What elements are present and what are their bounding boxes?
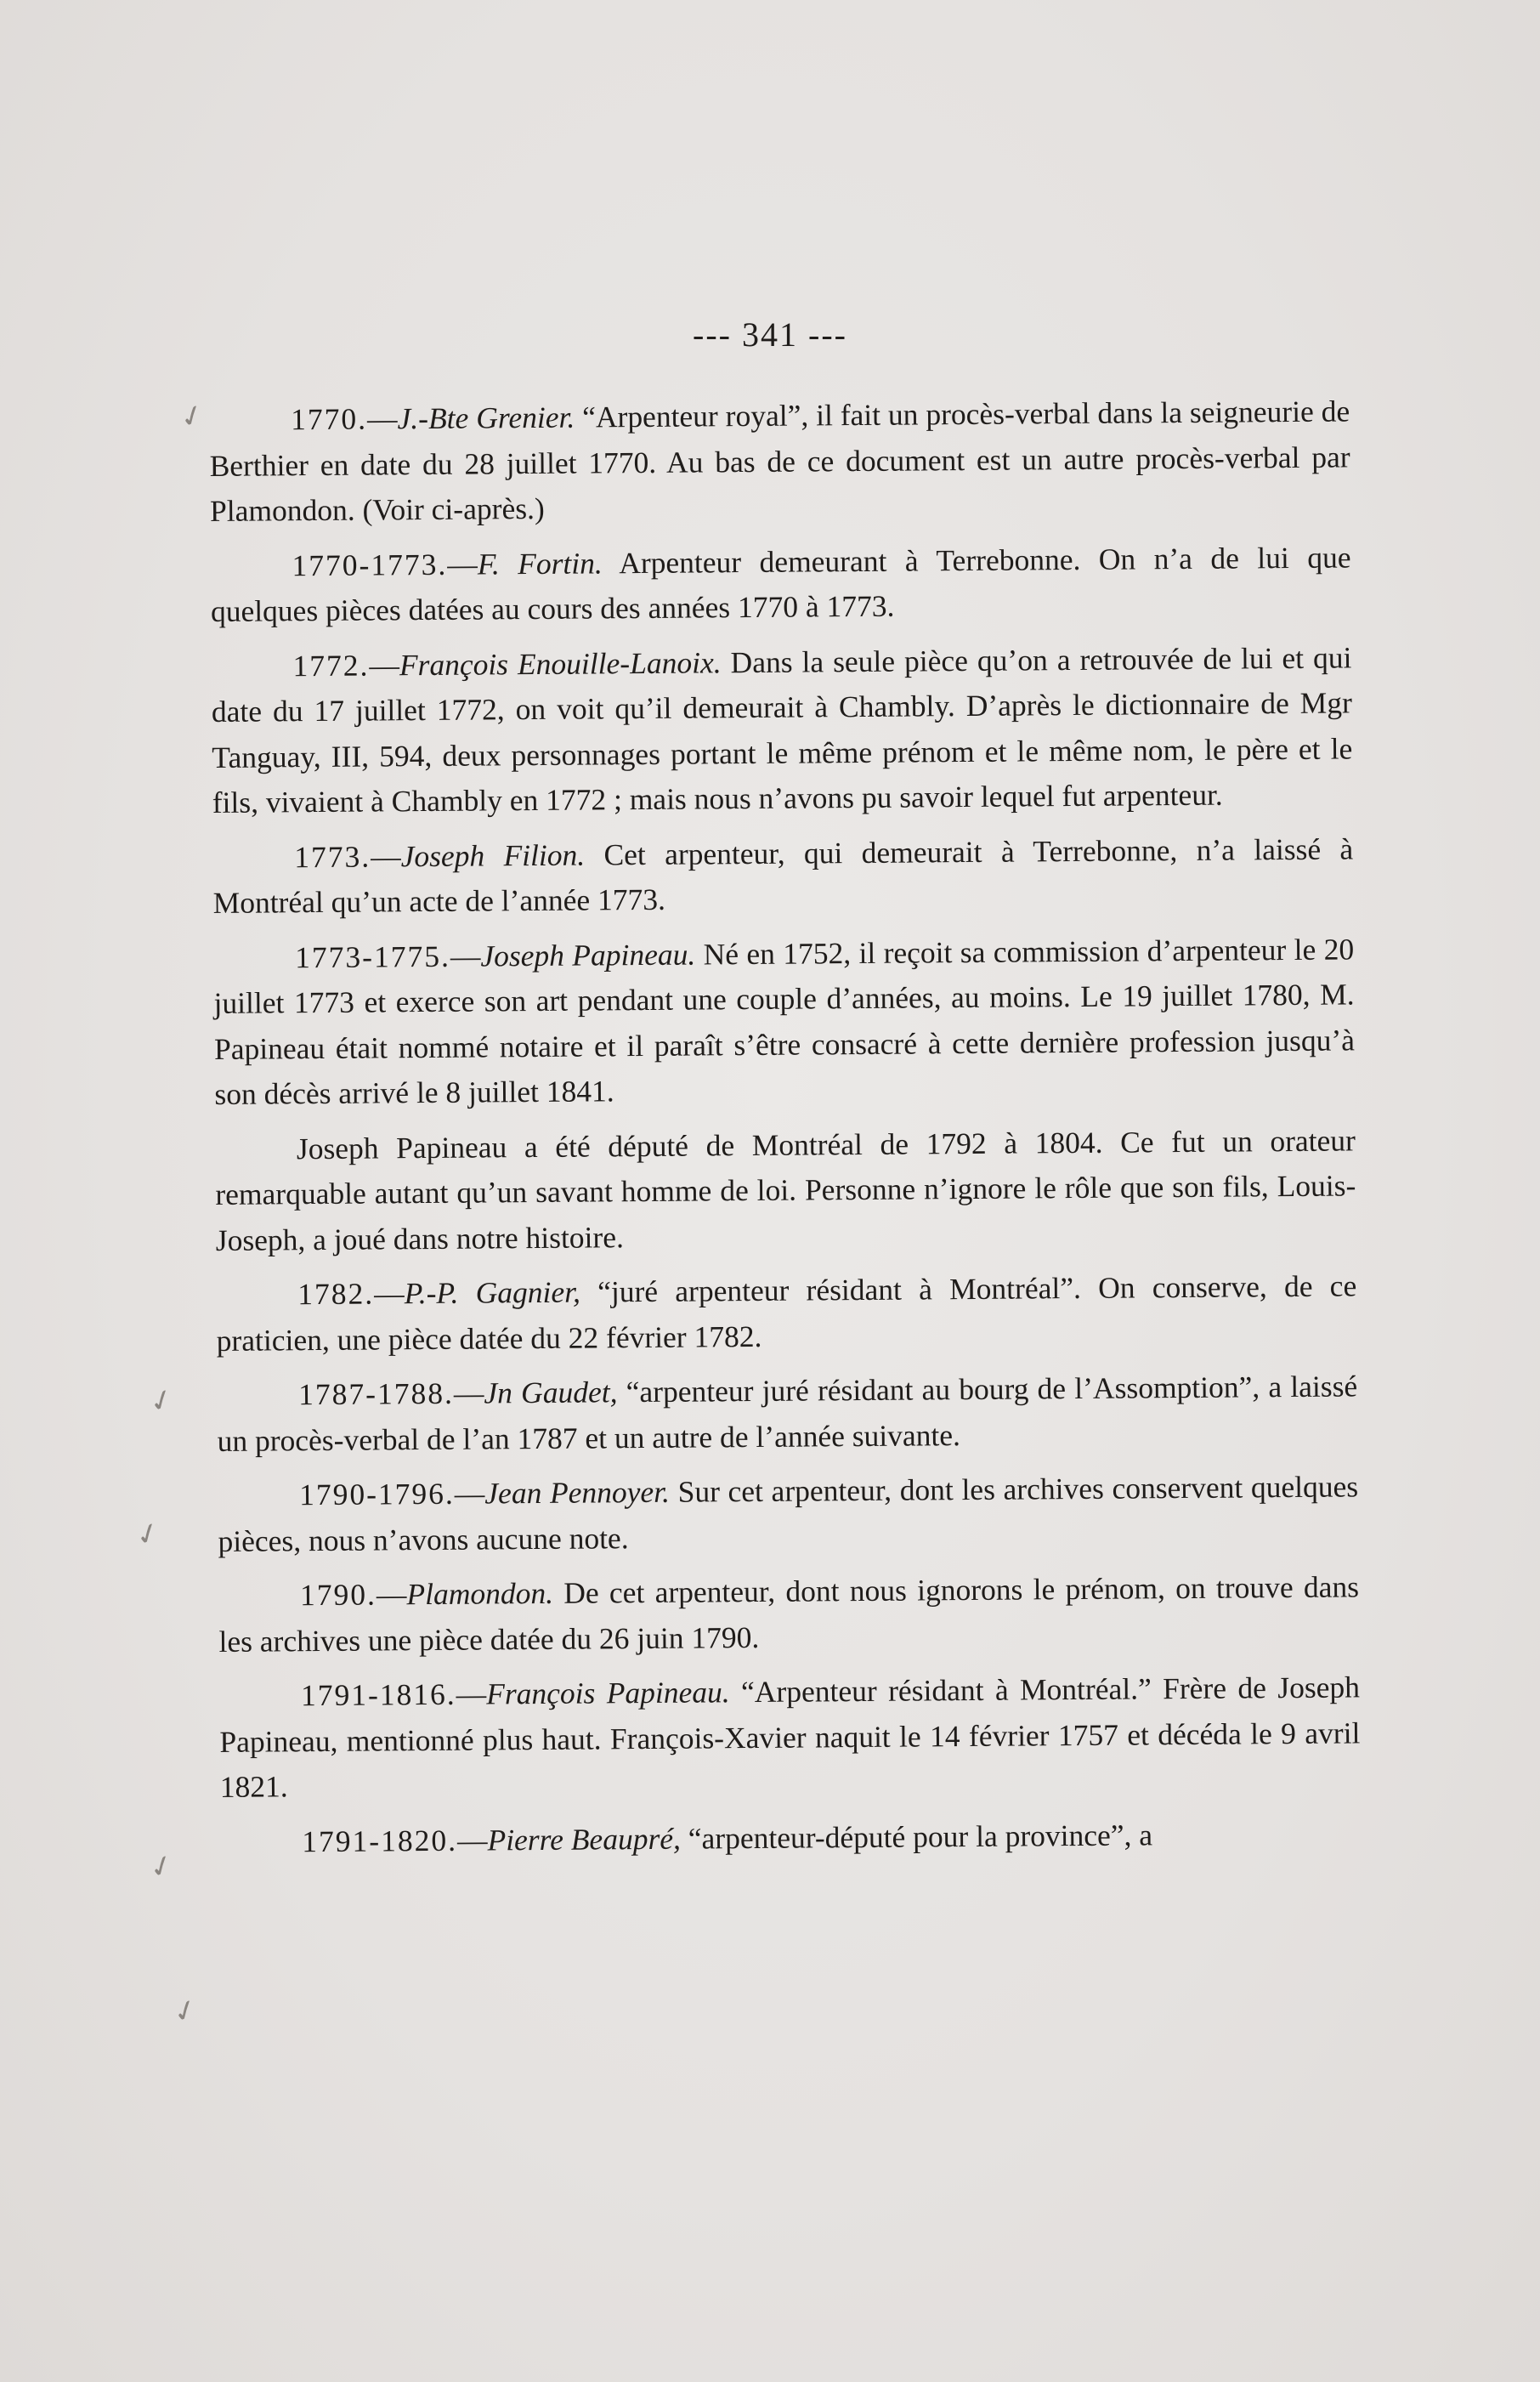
entry-years: 1770.	[291, 401, 368, 437]
entry-text: “Arpenteur royal”, il fait un procès-verbal dans la seigneurie de Berthier en date du 28 juillet 1770. Au bas de ce document est un autre procès-verbal par Plamondon. (Voir ci-après.)	[209, 394, 1350, 528]
entry-text: Cet arpenteur, qui demeurait à Terrebonne, n’a laissé à Montréal qu’un acte de l’année 1773.	[212, 831, 1354, 920]
entry-paragraph: 1791-1816.—François Papineau. “Arpenteur résidant à Montréal.” Frère de Joseph Papineau, mentionné plus haut. François-Xavier naquit le 14 février 1757 et décéda le 9 avril 1821.	[219, 1670, 1361, 1804]
entry-paragraph: 1770.—J.-Bte Grenier. “Arpenteur royal”, il fait un procès-verbal dans la seigneurie de Berthier en date du 28 juillet 1770. Au bas de ce document est un autre procès-verbal par Plamondon. (Voir ci-après.)	[209, 394, 1350, 528]
entry-paragraph: 1772.—François Enouille-Lanoix. Dans la seule pièce qu’on a retrouvée de lui et qui date du 17 juillet 1772, on voit qu’il demeurait à Chambly. D’après le dictionnaire de Mgr Tanguay, III, 594, deux personnages portant le même prénom et le même nom, le père et le fils, vivaient à Chambly en 1772 ; mais nous n’avons pu savoir lequel fut arpenteur.	[211, 639, 1353, 820]
entry-text: “arpenteur-député pour la province”, a	[680, 1817, 1153, 1856]
surveyor-name: François Enouille-Lanoix.	[399, 644, 722, 682]
surveyor-name: F. Fortin.	[477, 545, 603, 581]
entry-years: 1791-1820.	[302, 1823, 458, 1858]
entry-paragraph: 1782.—P.-P. Gagnier, “juré arpenteur résidant à Montréal”. On conserve, de ce praticien, une pièce datée du 22 février 1782.	[216, 1268, 1357, 1358]
entry-years: 1772.	[292, 648, 370, 683]
entry-years: 1770-1773.	[292, 547, 448, 582]
entry-years: 1787-1788.	[298, 1375, 455, 1412]
entry-text: Dans la seule pièce qu’on a retrouvée de lui et qui date du 17 juillet 1772, on voit qu’il demeurait à Chambly. D’après le dictionnaire de Mgr Tanguay, III, 594, deux personnages portant le même prénom et le même nom, le père et le fils, vivaient à Chambly en 1772 ; mais nous n’avons pu savoir lequel fut arpenteur.	[211, 639, 1353, 820]
entry-text: Sur cet arpenteur, dont les archives conservent quelques pièces, nous n’avons aucune note.	[218, 1469, 1359, 1558]
surveyor-name: J.-Bte Grenier.	[397, 400, 575, 436]
entry-text: Joseph Papineau a été député de Montréal de 1792 à 1804. Ce fut un orateur remarquable autant qu’un savant homme de loi. Personne n’ignore le rôle que son fils, Louis-Joseph, a joué dans notre histoire.	[215, 1122, 1356, 1257]
entry-paragraph	[215, 1118, 1356, 1263]
entry-years: 1790.	[299, 1577, 377, 1613]
entry-paragraph: 1790-1796.—Jean Pennoyer. Sur cet arpenteur, dont les archives conservent quelques pièces, nous n’avons aucune note.	[218, 1469, 1359, 1558]
check-mark-icon: ✓	[131, 1514, 166, 1555]
page-number: --- 341 ---	[693, 315, 847, 354]
entry-text: Arpenteur demeurant à Terrebonne. On n’a de lui que quelques pièces datées au cours des années 1770 à 1773.	[210, 539, 1351, 628]
entry-paragraph: 1773-1775.—Joseph Papineau. Né en 1752, il reçoit sa commission d’arpenteur le 20 juillet 1773 et exerce son art pendant une couple d’années, au moins. Le 19 juillet 1780, M. Papineau était nommé notaire et il paraît s’être consacré à cette dernière profession jusqu’à son décès arrivé le 8 juillet 1841.	[213, 931, 1356, 1111]
entry-years: 1773.	[294, 839, 371, 874]
entry-paragraph: 1790.—Plamondon. De cet arpenteur, dont nous ignorons le prénom, on trouve dans les archives une pièce datée du 26 juin 1790.	[218, 1569, 1360, 1659]
check-mark-icon: ✓	[168, 1991, 203, 2032]
entry-years: 1773-1775.	[295, 939, 451, 974]
entry-text: Né en 1752, il reçoit sa commission d’arpenteur le 20 juillet 1773 et exerce son art pendant une couple d’années, au moins. Le 19 juillet 1780, M. Papineau était nommé notaire et il paraît s’être consacré à cette dernière profession jusqu’à son décès arrivé le 8 juillet 1841.	[213, 931, 1356, 1111]
surveyor-name: Pierre Beaupré,	[487, 1821, 682, 1857]
entry-paragraph: 1791-1820.—Pierre Beaupré, “arpenteur-député pour la province”, a	[302, 1817, 1153, 1858]
check-mark-icon: ✓	[175, 396, 210, 437]
entry-text: “arpenteur juré résidant au bourg de l’Assomption”, a laissé un procès-verbal de l’an 1787 et un autre de l’année suivante.	[217, 1369, 1358, 1458]
surveyor-name: Plamondon.	[406, 1575, 554, 1612]
surveyor-name: P.-P. Gagnier,	[404, 1274, 581, 1311]
surveyor-name: Joseph Papineau.	[480, 937, 696, 973]
surveyor-name: Jean Pennoyer.	[484, 1474, 671, 1511]
entry-paragraph: 1773.—Joseph Filion. Cet arpenteur, qui demeurait à Terrebonne, n’a laissé à Montréal qu’un acte de l’année 1773.	[212, 831, 1354, 920]
check-mark-icon: ✓	[144, 1381, 179, 1421]
entry-years: 1782.	[297, 1276, 375, 1312]
surveyor-name: Joseph Filion.	[400, 837, 586, 873]
surveyor-name: François Papineau.	[486, 1675, 730, 1711]
check-mark-icon: ✓	[144, 1846, 179, 1887]
entry-paragraph: 1770-1773.—F. Fortin. Arpenteur demeurant à Terrebonne. On n’a de lui que quelques pièces datées au cours des années 1770 à 1773.	[210, 539, 1351, 628]
entry-years: 1790-1796.	[298, 1476, 455, 1512]
entry-text: De cet arpenteur, dont nous ignorons le prénom, on trouve dans les archives une pièce datée du 26 juin 1790.	[218, 1569, 1360, 1659]
entry-years: 1791-1816.	[300, 1676, 456, 1713]
text-body	[209, 388, 1362, 1874]
surveyor-name: Jn Gaudet,	[484, 1375, 618, 1410]
entry-text: “juré arpenteur résidant à Montréal”. On conserve, de ce praticien, une pièce datée du 22 février 1782.	[216, 1268, 1357, 1358]
entry-text: “Arpenteur résidant à Montréal.” Frère de Joseph Papineau, mentionné plus haut. François-Xavier naquit le 14 février 1757 et décéda le 9 avril 1821.	[219, 1670, 1361, 1804]
entry-paragraph: 1787-1788.—Jn Gaudet, “arpenteur juré résidant au bourg de l’Assomption”, a laissé un procès-verbal de l’an 1787 et un autre de l’année suivante.	[217, 1369, 1358, 1458]
